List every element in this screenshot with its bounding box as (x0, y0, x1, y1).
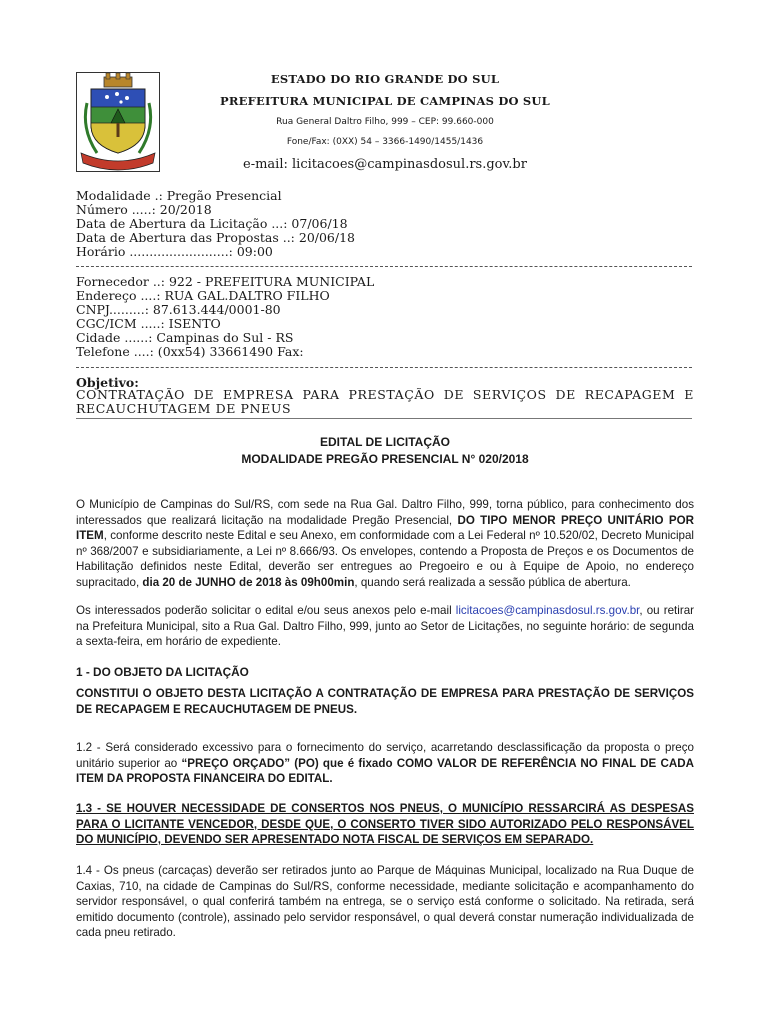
email-line: e-mail: licitacoes@campinasdosul.rs.gov.br (243, 157, 527, 172)
section-object: CONSTITUI O OBJETO DESTA LICITAÇÃO A CONTRATAÇÃO DE EMPRESA PARA PRESTAÇÃO DE SERVIÇOS DE RECAPAGEM E RECAUCHUTAGEM DE PNEUS. (76, 687, 694, 716)
edital-subtitle: MODALIDADE PREGÃO PRESENCIAL N° 020/2018 (241, 452, 529, 466)
intro-text: , quando será realizada a sessão pública de abertura. (354, 575, 631, 589)
address-line: Rua General Daltro Filho, 999 – CEP: 99.660-000 (276, 117, 494, 127)
prefecture-title: PREFEITURA MUNICIPAL DE CAMPINAS DO SUL (220, 94, 550, 108)
divider (76, 367, 692, 368)
supplier-endereco: Endereço ....: RUA GAL.DALTRO FILHO (76, 288, 330, 303)
item-1-2-bold: “PREÇO ORÇADO” (PO) que é fixado COMO VALOR DE REFERÊNCIA NO FINAL DE CADA ITEM DA PROPOSTA FINANCEIRA DO EDITAL. (76, 756, 694, 785)
objective-text: CONTRATAÇÃO DE EMPRESA PARA PRESTAÇÃO DE SERVIÇOS DE RECAPAGEM E RECAUCHUTAGEM DE PNEUS (76, 387, 694, 416)
phone-line: Fone/Fax: (0XX) 54 – 3366-1490/1455/1436 (286, 137, 484, 147)
supplier-cgc: CGC/ICM .....: ISENTO (76, 316, 221, 331)
item-1-4: 1.4 - Os pneus (carcaças) deverão ser retirados junto ao Parque de Máquinas Municipal, localizado na Rua Duque de Caxias, 710, na cidade de Campinas do Sul/RS, conforme necessidade, mediante solicitação e acompanhamento do servidor responsável, o qual conferirá também na entrega, se o serviço está conforme o solicitado. Na retirada, será emitido documento (controle), assinado pelo servidor responsável, o qual deverá constar numeração individualizada de cada pneu retirado. (76, 864, 694, 939)
objective-label: Objetivo: (76, 375, 139, 390)
supplier-cnpj: CNPJ.........: 87.613.444/0001-80 (76, 302, 281, 317)
info-data-licitacao: Data de Abertura da Licitação ...: 07/06/18 (76, 216, 348, 231)
info-horario: Horário .........................: 09:00 (76, 244, 273, 259)
item-1-2-text: 1.2 - Será considerado excessivo para o fornecimento do serviço, acarretando desclassificação da proposta o preço unitário superior ao (76, 741, 694, 770)
edital-title: EDITAL DE LICITAÇÃO (320, 435, 450, 449)
item-1-2 (76, 740, 694, 787)
section-title: 1 - DO OBJETO DA LICITAÇÃO (76, 665, 249, 679)
state-title: ESTADO DO RIO GRANDE DO SUL (270, 72, 500, 86)
item-1-3: 1.3 - SE HOUVER NECESSIDADE DE CONSERTOS NOS PNEUS, O MUNICÍPIO RESSARCIRÁ AS DESPESAS PARA O LICITANTE VENCEDOR, DESDE QUE, O CONSERTO TIVER SIDO AUTORIZADO PELO RESPONSÁVEL DO MUNICÍPIO, DEVENDO SER APRESENTADO NOTA FISCAL DE SERVIÇOS EM SEPARADO. (76, 802, 694, 846)
email-link[interactable]: licitacoes@campinasdosul.rs.gov.br (455, 604, 640, 617)
intro-text: O Município de Campinas do Sul/RS, com sede na Rua Gal. Daltro Filho, 999, torna público, para conhecimento dos interessados que realizará licitação na modalidade Pregão Presencial, (76, 498, 694, 527)
intro-date: dia 20 de JUNHO de 2018 às 09h00min (142, 575, 355, 589)
intro-type: DO TIPO MENOR PREÇO UNITÁRIO POR ITEM (76, 513, 694, 542)
info-numero: Número .....: 20/2018 (76, 202, 212, 217)
request-paragraph (76, 603, 694, 650)
request-text: , ou retirar na Prefeitura Municipal, sito a Rua Gal. Daltro Filho, 999, junto ao Setor de Licitações, no seguinte horário: de segunda a sexta-feira, em horário de expediente. (76, 604, 694, 648)
info-data-propostas: Data de Abertura das Propostas ..: 20/06/18 (76, 230, 356, 245)
coat-of-arms-icon (77, 73, 159, 171)
supplier-cidade: Cidade ......: Campinas do Sul - RS (76, 330, 294, 345)
divider (76, 266, 692, 267)
supplier-fornecedor: Fornecedor ..: 922 - PREFEITURA MUNICIPAL (76, 274, 375, 289)
request-text: Os interessados poderão solicitar o edital e/ou seus anexos pelo e-mail (76, 604, 456, 617)
supplier-telefone: Telefone ....: (0xx54) 33661490 Fax: (76, 344, 304, 359)
intro-paragraph (76, 497, 694, 590)
intro-text: , conforme descrito neste Edital e seu Anexo, em conformidade com a Lei Federal nº 10.520/02, Decreto Municipal nº 368/2007 e subsidiariamente, a Lei nº 8.666/93. Os envelopes, contendo a Proposta de Preços e os Documentos de Habilitação definidos neste Edital, deverão ser entregues ao Pregoeiro e ou à Equipe de Apoio, no endereço supracitado, (76, 529, 694, 589)
divider (76, 418, 692, 419)
municipal-crest (76, 72, 160, 172)
info-modalidade: Modalidade .: Pregão Presencial (76, 188, 282, 203)
